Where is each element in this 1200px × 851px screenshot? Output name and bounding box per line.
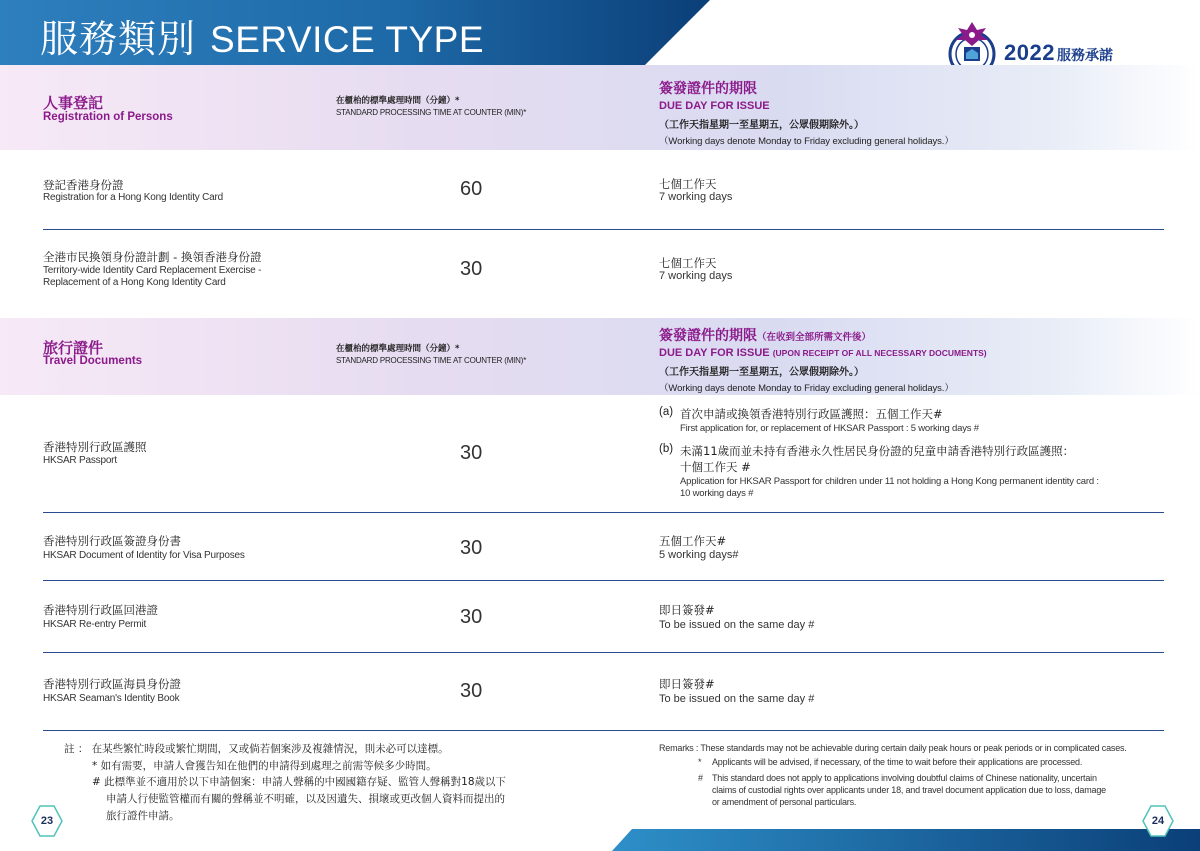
due-day-en: 7 working days [659, 270, 733, 282]
passport-due-a-zh: 首次申請或換領香港特別行政區護照：五個工作天# [680, 407, 943, 421]
due-day-zh: 即日簽發# [659, 603, 715, 617]
section-title-en: Registration of Persons [43, 111, 173, 123]
row-divider [43, 652, 1164, 653]
page-number-left-label: 23 [40, 815, 54, 827]
due-day-header-zh-sub: （在收到全部所需文件後） [757, 332, 872, 343]
due-day-header-en [659, 347, 987, 359]
service-name-zh: 香港特別行政區回港證 [43, 603, 158, 617]
service-name-zh: 全港市民換領身份證計劃 - 換領香港身份證 [43, 250, 262, 264]
page-number-left [30, 804, 64, 838]
row-divider [43, 580, 1164, 581]
section-title-zh: 旅行證件 [43, 339, 104, 357]
remark-en-line: Applicants will be advised, if necessary, of the time to wait before their applications are processed. [712, 757, 1083, 767]
due-day-zh: 七個工作天 [659, 256, 717, 270]
row-divider [43, 730, 1164, 731]
service-name-en-line2: Replacement of a Hong Kong Identity Card [43, 277, 226, 288]
due-day-header-zh: 簽發證件的期限 [659, 81, 757, 97]
due-day-en: To be issued on the same day # [659, 693, 815, 705]
due-day-en: 5 working days# [659, 549, 739, 561]
passport-due-b-en-line1: Application for HKSAR Passport for children under 11 not holding a Hong Kong permanent identity card : [680, 476, 1099, 487]
due-day-zh: 五個工作天# [659, 534, 727, 548]
due-day-header-zh-main: 簽發證件的期限 [659, 328, 757, 344]
due-day-zh: 七個工作天 [659, 177, 717, 191]
section-title-en: Travel Documents [43, 355, 143, 367]
processing-minutes: 30 [460, 258, 483, 280]
processing-minutes: 30 [460, 537, 483, 559]
page-title-zh: 服務類別 [40, 17, 197, 61]
remark-en-marker: # [698, 773, 703, 783]
due-day-zh: 即日簽發# [659, 677, 715, 691]
row-divider [43, 512, 1164, 513]
remark-zh-line: * 如有需要，申請人會獲告知在他們的申請得到處理之前需等候多少時間。 [92, 760, 437, 772]
processing-time-header [336, 342, 526, 365]
processing-time-header-en: STANDARD PROCESSING TIME AT COUNTER (MIN)* [336, 108, 527, 117]
passport-due-a-en: First application for, or replacement of HKSAR Passport : 5 working days # [680, 423, 979, 434]
due-day-header-en-sub: (UPON RECEIPT OF ALL NECESSARY DOCUMENTS) [772, 348, 987, 358]
processing-time-header [336, 94, 526, 117]
processing-time-header-zh: 在櫃枱的標準處理時間（分鐘）* [336, 96, 460, 106]
passport-due-b-en-line2: 10 working days # [680, 488, 754, 499]
remark-zh-line: # 此標準並不適用於以下申請個案：申請人聲稱的中國國籍存疑、監管人聲稱對18歲以下 [92, 776, 506, 788]
remark-en-line: Remarks : These standards may not be achievable during certain daily peak hours or peak periods or in complicated cases. [659, 743, 1127, 753]
working-days-note-zh: （工作天指星期一至星期五，公眾假期除外。） [659, 120, 864, 131]
due-day-header-en: DUE DAY FOR ISSUE [659, 100, 770, 112]
service-name-en-line1: Territory-wide Identity Card Replacement Exercise - [43, 265, 262, 276]
remark-en-line: This standard does not apply to applications involving doubtful claims of Chinese nationality, uncertain [712, 773, 1097, 783]
item-marker: (b) [659, 443, 674, 455]
service-name-en: HKSAR Document of Identity for Visa Purposes [43, 550, 245, 561]
processing-minutes: 30 [460, 606, 483, 628]
pledge-year: 2022 [1004, 40, 1055, 65]
due-day-header [659, 325, 987, 394]
remark-zh-line: 註 ： 在某些繁忙時段或繁忙期間，又或倘若個案涉及複雜情況，則未必可以達標。 [64, 743, 449, 755]
processing-time-header-en: STANDARD PROCESSING TIME AT COUNTER (MIN)* [336, 356, 527, 365]
service-name-en: HKSAR Passport [43, 455, 117, 466]
working-days-note-zh: （工作天指星期一至星期五，公眾假期除外。） [659, 367, 864, 378]
item-marker: (a) [659, 406, 674, 418]
passport-due-b-zh-line2: 十個工作天 # [680, 460, 751, 474]
footer-band [0, 829, 1200, 851]
section-header-registration [0, 65, 1200, 150]
due-day-header [659, 78, 954, 147]
remark-zh-line: 申請人行使監管權而有關的聲稱並不明確，以及因遺失、損壞或更改個人資料而提出的 [106, 793, 505, 805]
due-day-header-zh [659, 325, 987, 345]
remark-en-marker: * [698, 757, 702, 767]
service-name-en: HKSAR Re-entry Permit [43, 619, 147, 630]
service-name-zh: 香港特別行政區護照 [43, 440, 147, 454]
working-days-note-en: （Working days denote Monday to Friday excluding general holidays.） [659, 383, 954, 394]
due-day-en: 7 working days [659, 191, 733, 203]
page-title [40, 8, 484, 60]
passport-due-b-zh-line1: 未滿11歲而並未持有香港永久性居民身份證的兒童申請香港特別行政區護照： [680, 444, 1075, 458]
service-name-en: Registration for a Hong Kong Identity Card [43, 192, 224, 203]
due-day-en: To be issued on the same day # [659, 619, 815, 631]
page-number-right [1141, 804, 1175, 838]
processing-time-header-zh: 在櫃枱的標準處理時間（分鐘）* [336, 344, 460, 354]
service-name-en: HKSAR Seaman's Identity Book [43, 693, 180, 704]
remark-en-line: claims of custodial rights over applicants under 18, and travel document application due to loss, damage [712, 785, 1106, 795]
remark-zh-line: 旅行證件申請。 [106, 810, 180, 822]
section-title-zh: 人事登記 [43, 94, 104, 112]
pledge-zh: 服務承諾 [1056, 48, 1113, 64]
working-days-note-en: （Working days denote Monday to Friday excluding general holidays.） [659, 136, 954, 147]
performance-pledge [1004, 40, 1184, 66]
processing-minutes: 30 [460, 442, 483, 464]
row-divider [43, 229, 1164, 230]
service-name-zh: 登記香港身份證 [43, 178, 124, 192]
page-number-right-label: 24 [1151, 815, 1165, 827]
processing-minutes: 30 [460, 680, 483, 702]
due-day-header-en-main: DUE DAY FOR ISSUE [659, 347, 770, 359]
service-name-zh: 香港特別行政區海員身份證 [43, 677, 181, 691]
page-title-en: SERVICE TYPE [210, 19, 485, 60]
section-header-travel-documents [0, 318, 1200, 395]
processing-minutes: 60 [460, 178, 483, 200]
service-name-zh: 香港特別行政區簽證身份書 [43, 534, 181, 548]
remark-en-line: or amendment of personal particulars. [712, 797, 857, 807]
